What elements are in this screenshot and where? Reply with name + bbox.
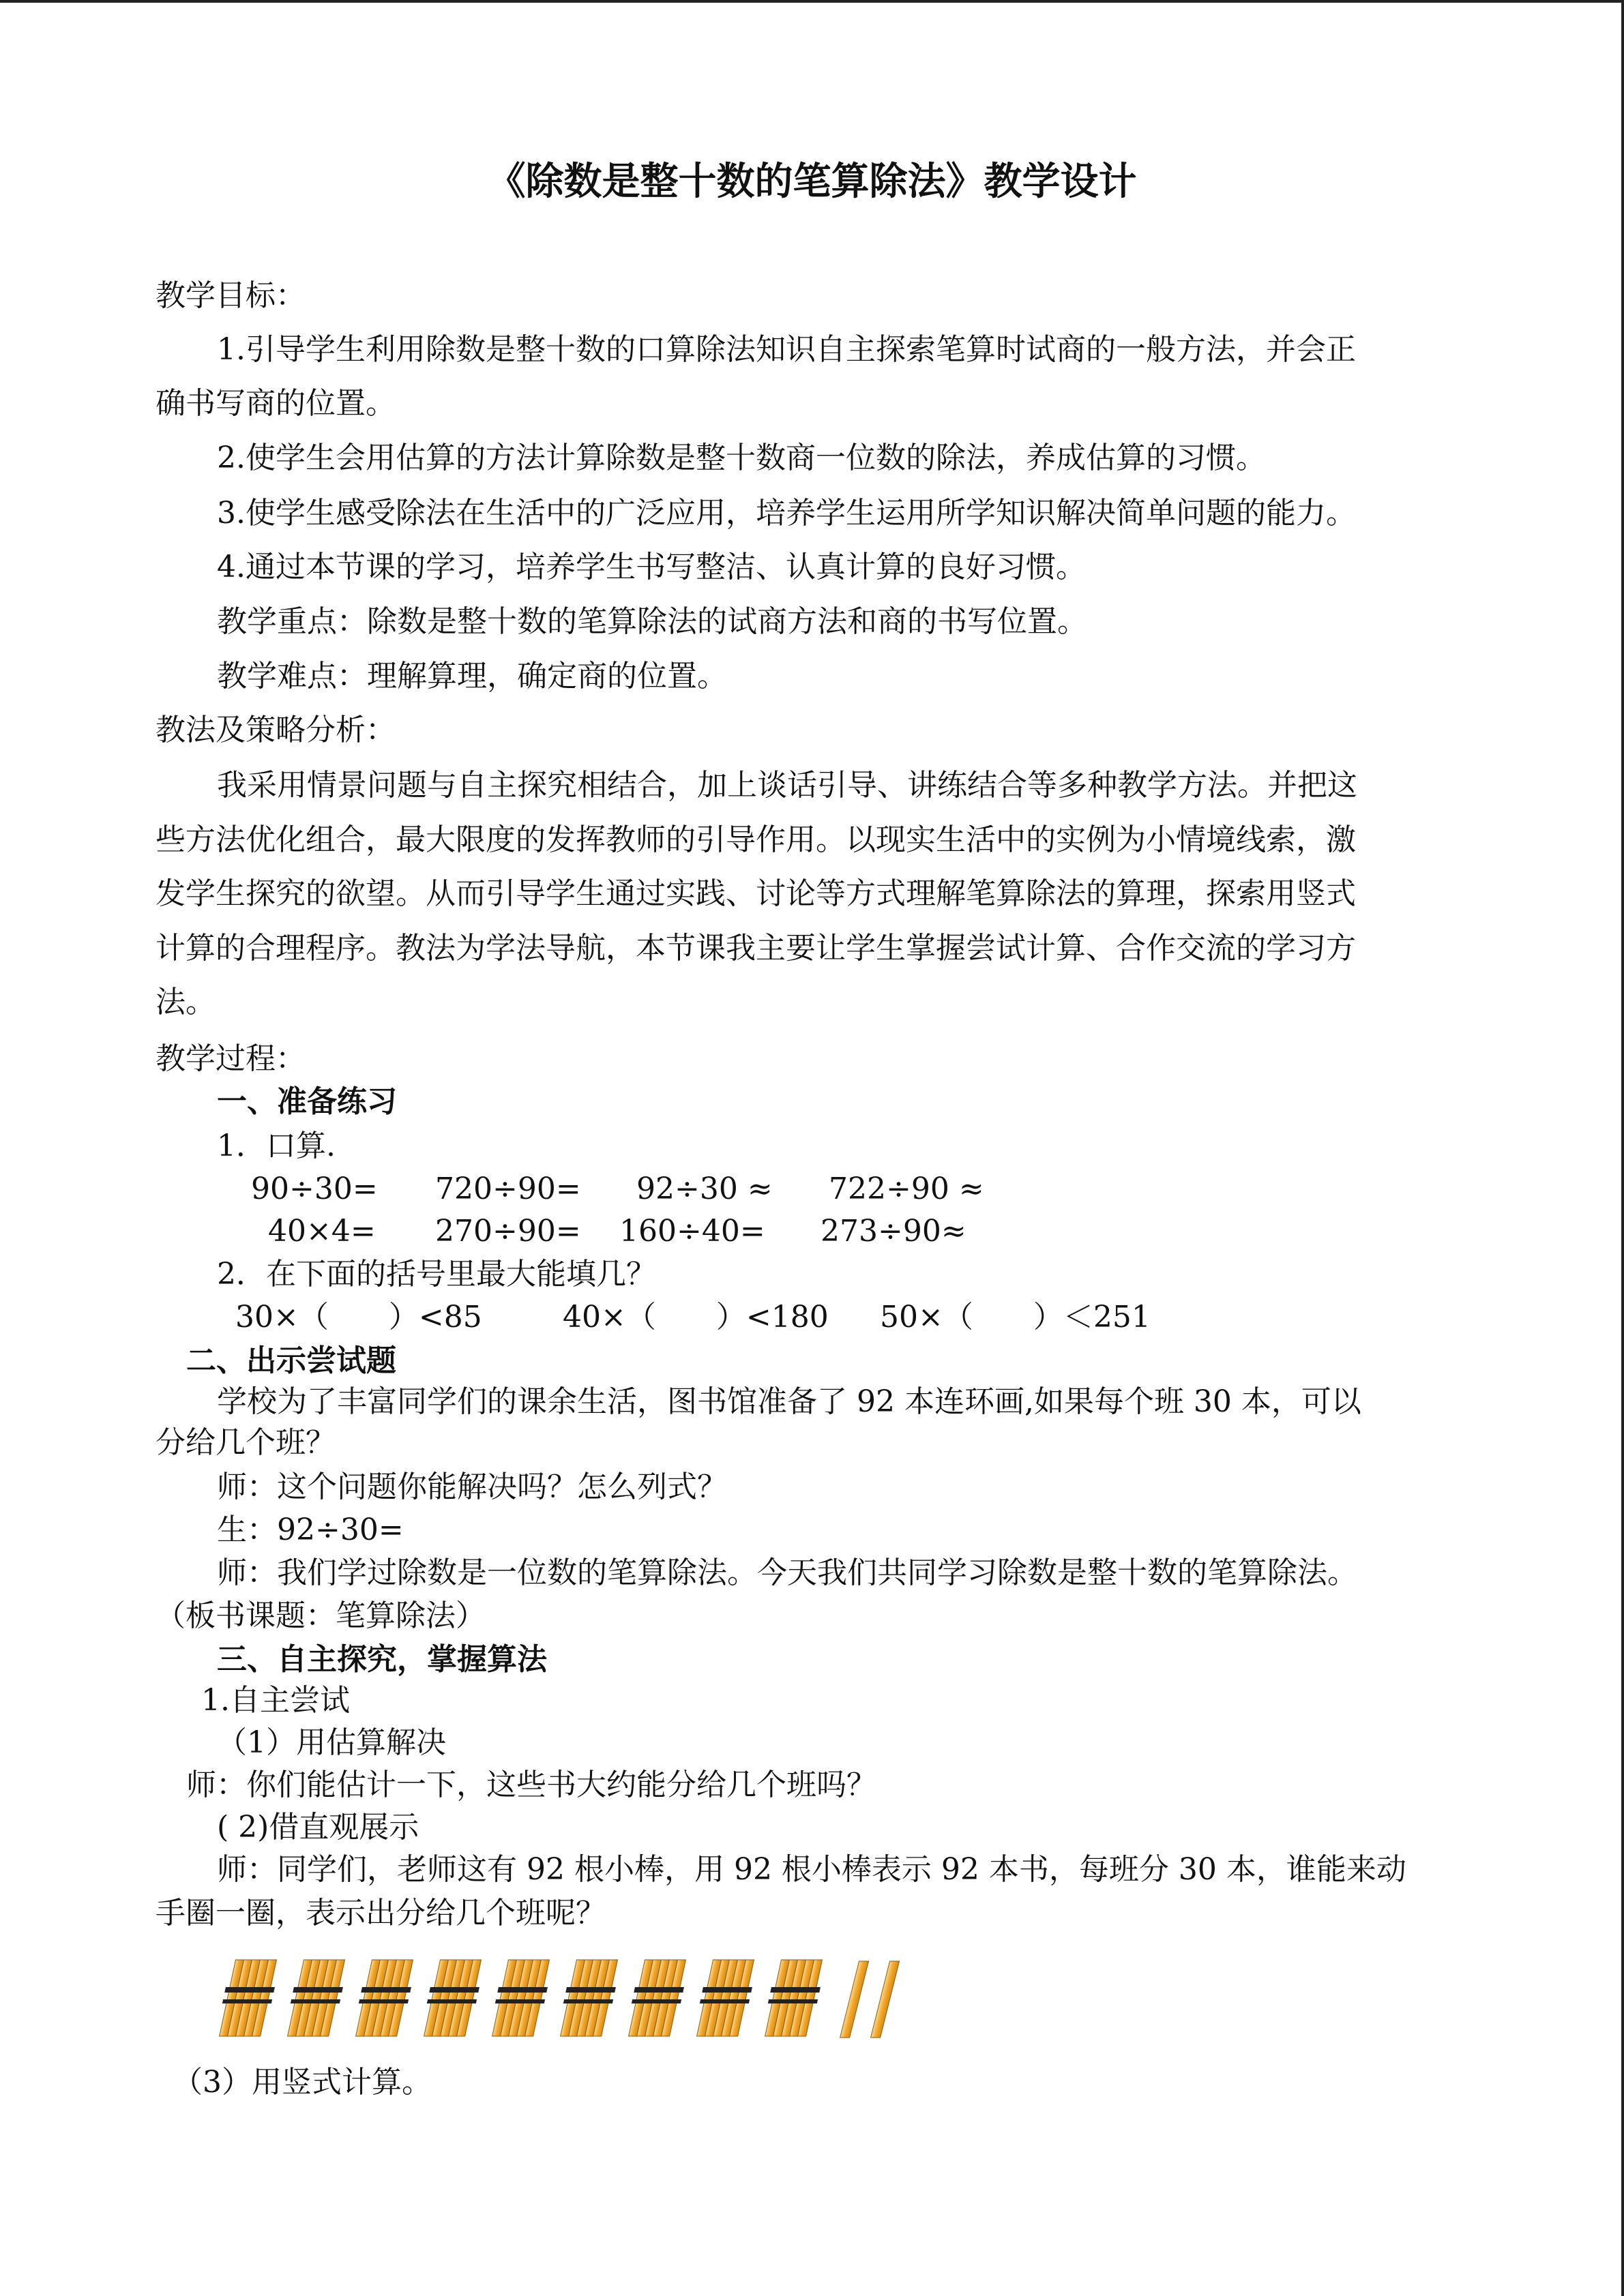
step-3: （3）用竖式计算。 [173, 2065, 432, 2100]
stick-bundle-4 [420, 1960, 486, 2036]
objective-2: 2.使学生会用估算的方法计算除数是整十数商一位数的除法，养成估算的习惯。 [217, 441, 1266, 475]
board-title: （板书课题：笔算除法） [156, 1598, 486, 1633]
teacher-sticks-2: 手圈一圈，表示出分给几个班呢？ [156, 1896, 606, 1930]
objectives-label: 教学目标： [156, 278, 306, 313]
strategy-line-5: 法。 [156, 985, 216, 1019]
strategy-label: 教法及策略分析： [156, 713, 396, 747]
calc-7: 160÷40= [619, 1214, 765, 1249]
objective-1-cont: 确书写商的位置。 [156, 386, 396, 421]
calc-6: 270÷90= [435, 1214, 581, 1249]
stick-bundle-1 [217, 1960, 280, 2036]
calc-2: 720÷90= [435, 1172, 581, 1206]
section-2-heading: 二、出示尝试题 [186, 1343, 396, 1378]
strategy-line-2: 些方法优化组合，最大限度的发挥教师的引导作用。以现实生活中的实例为小情境线索，激 [156, 822, 1356, 857]
teacher-intro: 师：我们学过除数是一位数的笔算除法。今天我们共同学习除数是整十数的笔算除法。 [217, 1555, 1357, 1590]
calc-1: 90÷30= [251, 1172, 378, 1206]
strategy-line-4: 计算的合理程序。教法为学法导航，本节课我主要让学生掌握尝试计算、合作交流的学习方 [156, 931, 1356, 966]
teacher-sticks-1: 师：同学们，老师这有 92 根小棒，用 92 根小棒表示 92 本书，每班分 30 本，谁能来动 [217, 1852, 1406, 1887]
calc-5: 40×4= [268, 1214, 376, 1249]
strategy-line-1: 我采用情景问题与自主探究相结合，加上谈话引导、讲练结合等多种教学方法。并把这 [217, 768, 1357, 803]
difficulty: 教学难点：理解算理，确定商的位置。 [217, 659, 727, 694]
single-stick-2 [871, 1961, 900, 2038]
counting-sticks-illustration [217, 1952, 940, 2047]
single-stick-1 [840, 1961, 869, 2038]
stick-bundle-8 [693, 1960, 758, 2036]
fill-1: 30×（ ）<85 [235, 1300, 482, 1335]
stick-bundle-6 [557, 1960, 622, 2036]
student-answer: 生：92÷30= [217, 1512, 404, 1547]
objective-1: 1.引导学生利用除数是整十数的口算除法知识自主探索笔算时试商的一般方法，并会正 [217, 332, 1356, 367]
objective-4: 4.通过本节课的学习，培养学生书写整洁、认真计算的良好习惯。 [217, 550, 1086, 584]
teacher-estimate: 师：你们能估计一下，这些书大约能分给几个班吗？ [186, 1768, 876, 1802]
section-2-para-1: 学校为了丰富同学们的课余生活，图书馆准备了 92 本连环画,如果每个班 30 本，可以 [217, 1384, 1361, 1419]
stick-bundle-9 [761, 1960, 827, 2036]
fill-2: 40×（ ）<180 [563, 1300, 829, 1335]
fill-3: 50×（ ）＜251 [880, 1300, 1151, 1335]
strategy-line-3: 发学生探究的欲望。从而引导学生通过实践、讨论等方式理解笔算除法的算理，探索用竖式 [156, 876, 1356, 911]
section-2-para-2: 分给几个班？ [156, 1425, 336, 1460]
stick-bundle-2 [284, 1960, 349, 2036]
section-1-item-2: 2．在下面的括号里最大能填几？ [217, 1257, 656, 1292]
calc-4: 722÷90 ≈ [829, 1172, 984, 1206]
section-1-heading: 一、准备练习 [217, 1084, 397, 1119]
section-3-sub-1: 1.自主尝试 [201, 1683, 350, 1718]
key-point: 教学重点：除数是整十数的笔算除法的试商方法和商的书写位置。 [217, 604, 1087, 639]
objective-3: 3.使学生感受除法在生活中的广泛应用，培养学生运用所学知识解决简单问题的能力。 [217, 496, 1356, 531]
step-2: ( 2)借直观展示 [217, 1810, 419, 1845]
section-1-item-1: 1．口算. [217, 1129, 336, 1163]
doc-title: 《除数是整十数的笔算除法》教学设计 [487, 160, 1137, 204]
calc-8: 273÷90≈ [821, 1214, 966, 1249]
stick-bundle-3 [352, 1960, 417, 2036]
process-label: 教学过程： [156, 1041, 306, 1076]
stick-bundle-7 [625, 1960, 690, 2036]
calc-3: 92÷30 ≈ [636, 1172, 773, 1206]
step-1: （1）用估算解决 [217, 1725, 446, 1760]
teacher-question: 师：这个问题你能解决吗？怎么列式？ [217, 1470, 727, 1504]
section-3-heading: 三、自主探究，掌握算法 [217, 1642, 547, 1677]
stick-bundle-5 [488, 1960, 554, 2036]
